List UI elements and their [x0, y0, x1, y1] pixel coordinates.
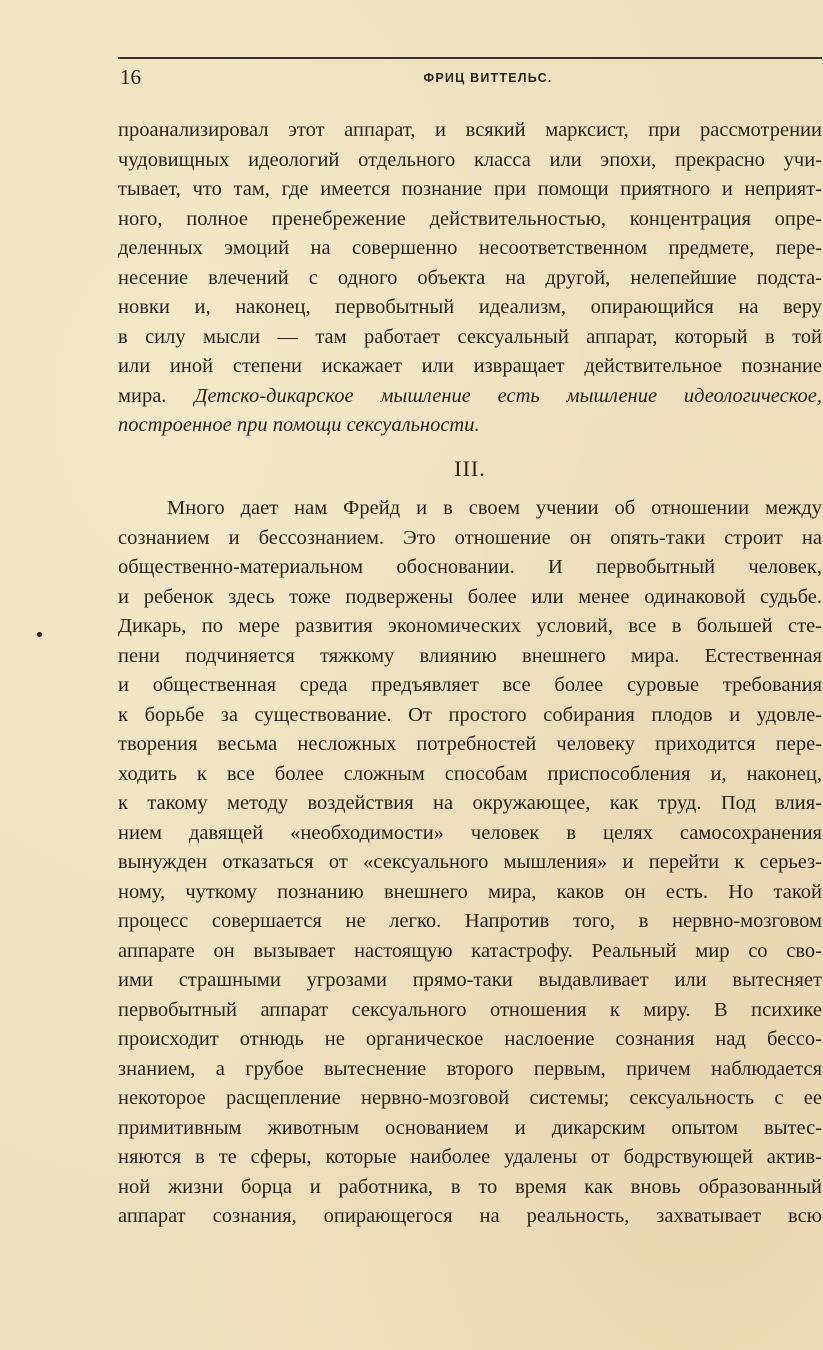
text-line: нием давящей «необходимости» человек в целях самосохранения — [118, 821, 822, 844]
text-line: Много дает нам Фрейд и в своем учении об отношении между — [167, 497, 822, 519]
text-line: пени подчиняется тяжкому влиянию внешнего мира. Естественная — [118, 644, 822, 667]
text-line: общественно-материальном обосновании. И первобытный человек, — [118, 556, 822, 578]
text-line: ходить к все более сложным способам приспособления и, наконец, — [118, 762, 822, 785]
header-rule — [118, 57, 822, 59]
italic-run: Детско-дикарское мышление есть мышление идеологическое, — [194, 384, 822, 407]
text-line: некоторое расщепление нервно-мозговой системы; сексуальность с ее — [118, 1087, 822, 1109]
text-line: вынужден отказаться от «сексуального мышления» и перейти к серьез- — [118, 851, 822, 873]
text-line: в силу мысли — там работает сексуальный аппарат, который в той — [118, 325, 822, 348]
text-line: Дикарь, по мере развития экономических условий, все в большей сте- — [118, 615, 822, 637]
text-line: творения весьма несложных потребностей человеку приходится пере- — [118, 733, 822, 755]
text-line: ному, чуткому познанию внешнего мира, каков он есть. Но такой — [118, 880, 822, 903]
text-line: сознанием и бессознанием. Это отношение он опять-таки строит на — [118, 526, 822, 549]
ink-speck — [37, 632, 42, 637]
text-line: деленных эмоций на совершенно несоответственном предмете, пере- — [118, 237, 822, 259]
text-line: проанализировал этот аппарат, и всякий марксист, при рассмотрении — [118, 119, 822, 141]
text-line: или иной степени искажает или извращает действительное познание — [118, 355, 822, 377]
section-heading: III. — [454, 456, 486, 481]
text-line: к борьбе за существование. От простого собирания плодов и удовле- — [118, 703, 822, 726]
text-line: новки и, наконец, первобытный идеализм, опирающийся на веру — [118, 296, 822, 318]
page-header — [118, 62, 822, 92]
text-line: примитивным животным основанием и дикарским опытом вытес- — [118, 1116, 822, 1139]
text-line: происходит отнюдь не органическое наслоение сознания над бессо- — [118, 1028, 822, 1050]
page-number: 16 — [120, 65, 141, 89]
text-line: тывает, что там, где имеется познание при помощи приятного и неприят- — [118, 178, 822, 200]
text-line: и общественная среда предъявляет все более суровые требования — [118, 674, 822, 696]
text-line: знанием, а грубое вытеснение второго первым, причем наблюдается — [118, 1057, 822, 1080]
text-line: аппарат сознания, опирающегося на реальность, захватывает всю — [118, 1205, 822, 1227]
text-line: процесс совершается не легко. Напротив того, в нервно-мозговом — [118, 910, 822, 932]
italic-text-line: построенное при помощи сексуальности. — [118, 414, 480, 436]
text-line: ими страшными угрозами прямо-таки выдавливает или вытесняет — [118, 969, 822, 991]
paragraph-1 — [118, 116, 822, 441]
text-line: первобытный аппарат сексуального отношения к миру. В психике — [118, 998, 822, 1021]
text-run: мира. — [118, 384, 167, 407]
text-line: чудовищных идеологий отдельного класса или эпохи, прекрасно учи- — [118, 148, 822, 171]
text-line-mixed — [118, 382, 822, 412]
text-line: несение влечений с одного объекта на другой, нелепейшие подста- — [118, 266, 822, 289]
text-line: и ребенок здесь тоже подвержены более или менее одинаковой судьбе. — [118, 585, 822, 608]
text-line: ной жизни борца и работника, в то время как вновь образованный — [118, 1175, 822, 1198]
text-line: няются в те сферы, которые наиболее удалены от бодрствующей актив- — [118, 1146, 822, 1168]
running-head: ФРИЦ ВИТТЕЛЬС. — [423, 71, 553, 85]
text-line: к такому методу воздействия на окружающее, как труд. Под влия- — [118, 792, 822, 814]
paragraph-2 — [118, 494, 822, 1232]
text-line: аппарате он вызывает настоящую катастрофу. Реальный мир со сво- — [118, 939, 822, 962]
text-line: ного, полное пренебрежение действительностью, концентрация опре- — [118, 207, 822, 230]
